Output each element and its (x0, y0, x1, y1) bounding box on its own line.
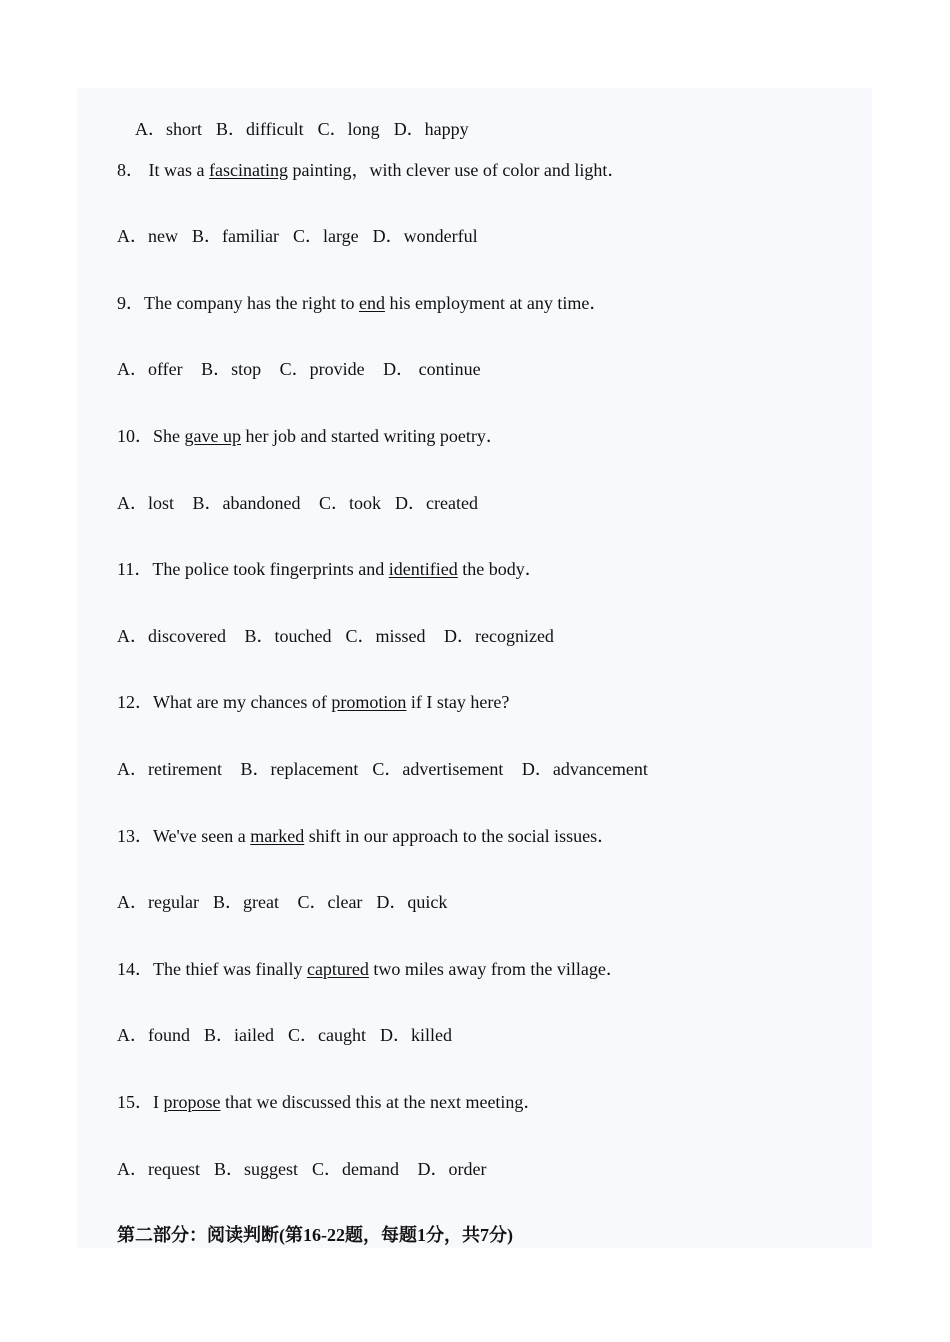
option-b: B．touched (239, 625, 332, 646)
option-d: D．order (413, 1158, 487, 1179)
underlined-word: fascinating (208, 159, 288, 180)
option-a: A．new (117, 226, 178, 247)
option-a: A．retirement (117, 758, 222, 779)
option-b: B．iailed (204, 1025, 274, 1046)
options-q11 (117, 623, 857, 690)
question-text-post: painting，with clever use of color and light． (287, 159, 626, 180)
question-text-post: her job and started writing poetry． (240, 425, 504, 446)
question-text-pre: The police took fingerprints and (152, 559, 389, 580)
option-a: A．lost (117, 492, 175, 513)
option-c: C．advertisement (372, 758, 504, 779)
options-q15 (117, 1156, 857, 1223)
option-a: A．offer (117, 359, 183, 380)
question-text-pre: It was a (144, 159, 209, 180)
options-q9 (117, 356, 857, 423)
question-text-pre: I (153, 1091, 164, 1112)
question-text-pre: What are my chances of (153, 692, 332, 713)
option-d: D．wonderful (372, 226, 478, 247)
question-number: 9． (117, 292, 144, 313)
option-a: A．found (117, 1025, 190, 1046)
option-d: D．created (395, 492, 478, 513)
options-q10 (117, 490, 857, 557)
options-q7 (117, 90, 857, 157)
option-a: A．discovered (117, 625, 226, 646)
option-b: B．familiar (192, 226, 279, 247)
section-heading: 第二部分：阅读判断(第16-22题，每题1分，共7分) (117, 1225, 513, 1246)
option-c: C．took (314, 492, 382, 513)
option-d: D．killed (380, 1025, 452, 1046)
exam-content (117, 90, 857, 1289)
option-d: D．quick (376, 892, 448, 913)
question-8 (117, 157, 857, 224)
question-9 (117, 290, 857, 357)
question-12 (117, 689, 857, 756)
options-q12 (117, 756, 857, 823)
option-b: B．abandoned (188, 492, 301, 513)
option-c: C．large (292, 226, 359, 247)
option-c: C．provide (275, 359, 365, 380)
question-number: 8． (117, 159, 144, 180)
question-number: 10． (117, 425, 153, 446)
option-d: D． continue (378, 359, 481, 380)
option-a: A．request (117, 1158, 200, 1179)
question-10 (117, 423, 857, 490)
option-c: C．caught (288, 1025, 366, 1046)
question-text-post: if I stay here? (406, 692, 510, 713)
question-text-post: his employment at any time． (384, 292, 608, 313)
question-text-pre: We've seen a (153, 825, 251, 846)
underlined-word: propose (163, 1091, 221, 1112)
question-text-post: the body． (457, 559, 543, 580)
question-number: 15． (117, 1091, 153, 1112)
options-q13 (117, 889, 857, 956)
underlined-word: promotion (331, 692, 407, 713)
option-d: D．advancement (517, 758, 648, 779)
option-b: B．stop (196, 359, 262, 380)
underlined-word: identified (388, 559, 458, 580)
option-b: B．suggest (213, 1158, 298, 1179)
question-11 (117, 556, 857, 623)
option-c: C．clear (292, 892, 363, 913)
question-text-pre: She (153, 425, 185, 446)
option-b: B．difficult (216, 119, 304, 139)
question-13 (117, 823, 857, 890)
underlined-word: captured (306, 958, 369, 979)
underlined-word: marked (250, 825, 305, 846)
option-b: B．replacement (235, 758, 359, 779)
underlined-word: end (358, 292, 385, 313)
option-d: D．happy (393, 119, 469, 139)
option-c: C．long (317, 119, 380, 139)
question-15 (117, 1089, 857, 1156)
question-text-pre: The company has the right to (144, 292, 359, 313)
question-number: 14． (117, 958, 153, 979)
question-number: 12． (117, 692, 153, 713)
option-a: A．short (135, 119, 202, 139)
question-number: 13． (117, 825, 153, 846)
options-q8 (117, 223, 857, 290)
question-14 (117, 956, 857, 1023)
options-q14 (117, 1022, 857, 1089)
question-text-post: that we discussed this at the next meeting． (220, 1091, 542, 1112)
option-b: B．great (212, 892, 279, 913)
option-a: A．regular (117, 892, 199, 913)
option-d: D．recognized (439, 625, 554, 646)
option-c: C．demand (312, 1158, 399, 1179)
question-number: 11． (117, 559, 153, 580)
underlined-word: gave up (184, 425, 241, 446)
option-c: C．missed (345, 625, 426, 646)
question-text-pre: The thief was finally (153, 958, 307, 979)
question-text-post: two miles away from the village． (368, 958, 624, 979)
question-text-post: shift in our approach to the social issues． (304, 825, 616, 846)
